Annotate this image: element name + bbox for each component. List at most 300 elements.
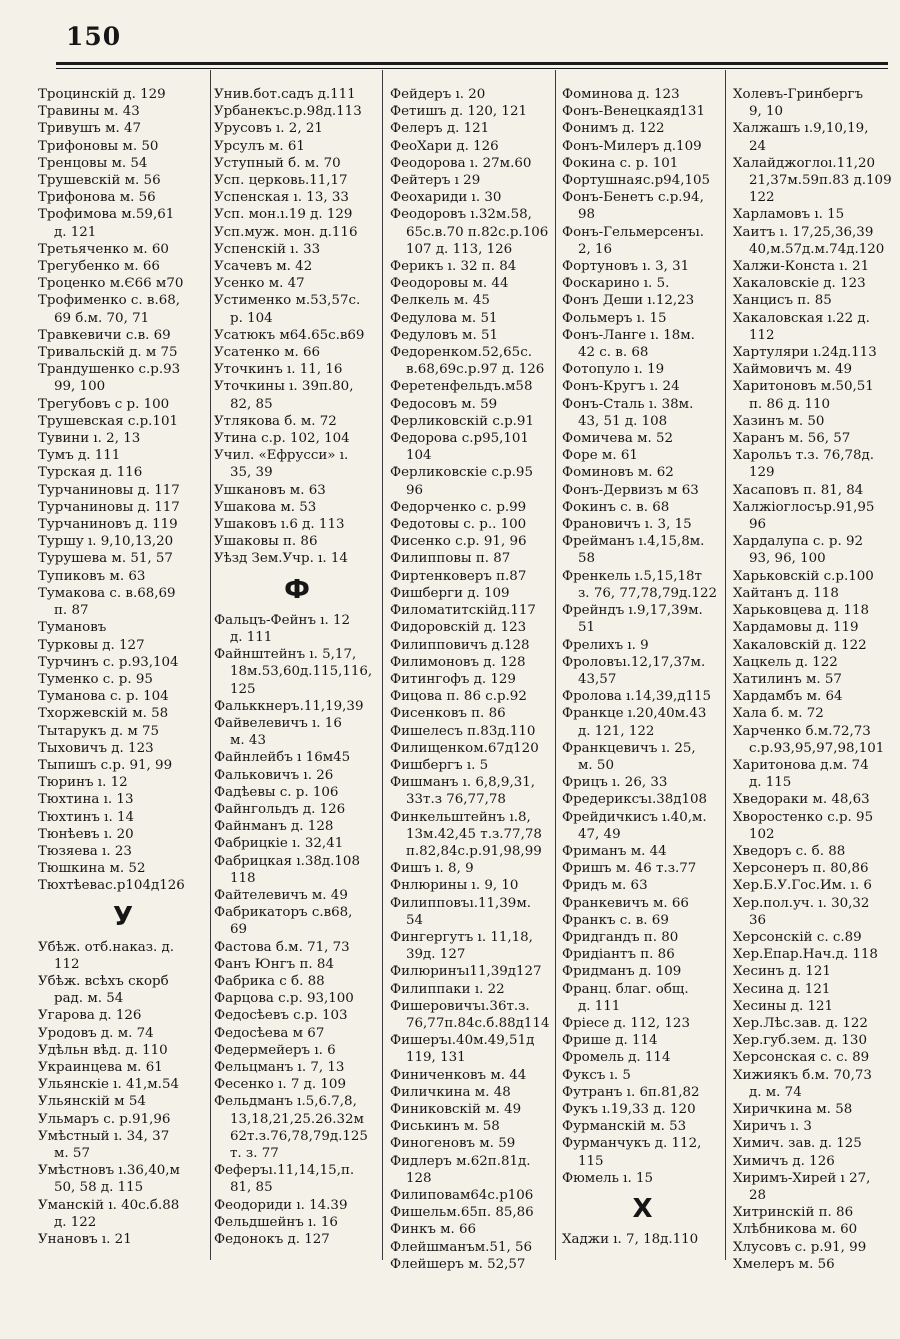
directory-entry: Форе м. 61	[562, 448, 638, 464]
entry-continuation: 76,77п.84с.б.88д114	[406, 1015, 550, 1031]
directory-entry: Филиповам64с.р106	[390, 1188, 534, 1203]
directory-entry: Трегубенко м. 66	[38, 259, 160, 275]
entry-continuation: д. 111	[230, 629, 273, 645]
directory-entry: Фишберги д. 109	[390, 585, 510, 601]
directory-entry: Фрелихъ ı. 9	[562, 637, 649, 653]
directory-entry: Федосѣева м 67	[214, 1025, 325, 1041]
directory-entry: Франовичъ ı. 3, 15	[562, 517, 692, 533]
directory-entry: Фонъ-Дервизъ м 63	[562, 482, 699, 498]
header-rule	[56, 62, 888, 65]
directory-entry: Фролова ı.14,39,д115	[562, 689, 712, 705]
directory-entry: Угарова д. 126	[38, 1008, 142, 1024]
directory-entry: Фоминовъ м. 62	[562, 465, 674, 481]
directory-entry: Ульмаръ с. р.91,96	[38, 1111, 171, 1127]
directory-entry: Федулова м. 51	[390, 310, 498, 326]
directory-entry: Херсонскій с. с.89	[733, 929, 862, 945]
directory-entry: Ферликовскій с.р.91	[390, 413, 534, 429]
directory-entry: Хасаповъ п. 81, 84	[733, 482, 864, 498]
entry-continuation: с.р.93,95,97,98,101	[749, 740, 885, 756]
directory-entry: Тумакова с. в.68,69	[38, 585, 176, 601]
directory-entry: Турчаниновы д. 117	[38, 482, 180, 498]
column-divider	[555, 70, 556, 1260]
directory-entry: Хакаловскій д. 122	[733, 637, 867, 653]
directory-entry: Тюзяева ı. 23	[38, 843, 132, 859]
directory-entry: Федонокъ д. 127	[214, 1232, 330, 1247]
entry-continuation: м. 43	[230, 733, 266, 749]
directory-entry: Хмелеръ м. 56	[733, 1256, 835, 1272]
entry-continuation: 81, 85	[230, 1180, 273, 1196]
directory-entry: Фришъ м. 46 т.з.77	[562, 861, 697, 877]
directory-entry: Хижиякъ б.м. 70,73	[733, 1067, 872, 1083]
directory-entry: Убѣж. отб.наказ. д.	[38, 939, 175, 955]
directory-entry: Тупиковъ м. 63	[38, 568, 146, 584]
directory-entry: Фабрикаторъ с.в68,	[214, 905, 353, 921]
entry-continuation: р. 104	[230, 310, 273, 326]
directory-entry: Тувини ı. 2, 13	[38, 431, 141, 447]
directory-entry: Фуксъ ı. 5	[562, 1067, 631, 1083]
directory-entry: Фонъ-Гельмерсенъı.	[562, 224, 705, 240]
directory-entry: Франкцевичъ ı. 25,	[562, 740, 696, 756]
directory-entry: Фишбергъ ı. 5	[390, 757, 489, 773]
directory-entry: Трегубовъ с р. 100	[38, 396, 170, 412]
directory-entry: Харченко б.м.72,73	[733, 723, 871, 739]
entry-continuation: 62т.з.76,78,79д.125	[230, 1128, 368, 1144]
directory-entry: Фукъ ı.19,33 д. 120	[562, 1101, 696, 1117]
entry-continuation: д. 121, 122	[578, 723, 655, 739]
entry-continuation: 24	[749, 138, 767, 154]
directory-entry: Тюхтина ı. 13	[38, 792, 134, 808]
directory-entry: Тюхтинъ ı. 14	[38, 809, 135, 825]
column-5	[733, 86, 893, 1273]
entry-continuation: 39д. 127	[406, 947, 466, 963]
entry-continuation: п.82,84с.р.91,98,99	[406, 843, 542, 859]
directory-entry: Харитоновъ м.50,51	[733, 379, 874, 395]
directory-entry: Филоматитскійд.117	[390, 603, 536, 619]
directory-entry: Фиськинъ м. 58	[390, 1119, 500, 1135]
directory-entry: Файнгольдъ д. 126	[214, 801, 346, 817]
directory-entry: Халжашъ ı.9,10,19,	[733, 121, 869, 137]
directory-entry: Хиричъ ı. 3	[733, 1119, 812, 1135]
directory-entry: Фоминова д. 123	[562, 87, 680, 102]
directory-entry: Феферъı.11,14,15,п.	[214, 1163, 355, 1179]
directory-entry: Удѣльн вѣд. д. 110	[38, 1042, 168, 1058]
directory-entry: Фріесе д. 112, 123	[562, 1015, 690, 1031]
entry-continuation: рад. м. 54	[54, 991, 124, 1007]
entry-continuation: 21,37м.59п.83 д.109	[749, 173, 892, 189]
entry-continuation: 43,57	[578, 671, 617, 687]
directory-entry: Финиковскій м. 49	[390, 1101, 522, 1117]
directory-entry: Филичкина м. 48	[390, 1084, 511, 1100]
directory-entry: Усп.муж. мон. д.116	[214, 224, 358, 240]
directory-entry: Фокинъ с. в. 68	[562, 499, 670, 515]
entry-continuation: 13м.42,45 т.з.77,78	[406, 826, 542, 842]
directory-entry: Тренцовы м. 54	[38, 155, 148, 171]
directory-entry: Филимоновъ д. 128	[390, 654, 526, 670]
directory-entry: Харанъ м. 56, 57	[733, 431, 851, 447]
directory-entry: Федоренком.52,65с.	[390, 345, 532, 361]
column-divider	[382, 70, 383, 1260]
entry-continuation: д. 121	[54, 224, 97, 240]
directory-entry: Усачевъ м. 42	[214, 259, 313, 275]
directory-entry: Флейшманъм.51, 56	[390, 1239, 533, 1255]
directory-entry: Фоскарино ı. 5.	[562, 276, 670, 292]
directory-entry: Хведораки м. 48,63	[733, 792, 870, 808]
directory-entry: Фесенко ı. 7 д. 109	[214, 1077, 346, 1093]
directory-entry: Хворостенко с.р. 95	[733, 809, 874, 825]
directory-entry: Фальцъ-Фейнъ ı. 12	[214, 612, 351, 628]
directory-entry: Филищенком.67д120	[390, 740, 539, 756]
directory-entry: Файнлейбъ ı 16м45	[214, 750, 351, 766]
entry-continuation: 9, 10	[749, 104, 784, 120]
directory-entry: Ферикъ ı. 32 п. 84	[390, 259, 517, 275]
directory-entry: Фнлюрины ı. 9, 10	[390, 878, 519, 894]
directory-entry: Трушевскій м. 56	[38, 173, 161, 189]
directory-entry: Фабрицкіе ı. 32,41	[214, 836, 344, 852]
directory-entry: Фиртенковеръ п.87	[390, 568, 527, 584]
directory-entry: Трушевская с.р.101	[38, 413, 178, 429]
directory-entry: Хардамовы д. 119	[733, 620, 859, 636]
directory-entry: Фонъ-Кругъ ı. 24	[562, 379, 680, 395]
directory-entry: Филипповъı.11,39м.	[390, 895, 531, 911]
entry-continuation: 102	[749, 826, 775, 842]
entry-continuation: 58	[578, 551, 596, 567]
entry-continuation: 35, 39	[230, 465, 273, 481]
directory-entry: Фанъ Юнгъ п. 84	[214, 956, 334, 972]
directory-entry: Фонъ-Бенетъ с.р.94,	[562, 190, 704, 206]
directory-entry: Химич. зав. д. 125	[733, 1136, 862, 1152]
directory-entry: Франц. благ. общ.	[562, 981, 689, 997]
directory-entry: Финогеновъ м. 59	[390, 1136, 516, 1152]
directory-entry: Федосовъ м. 59	[390, 396, 498, 412]
directory-entry: Фальковичъ ı. 26	[214, 767, 334, 783]
directory-entry: Феодориди ı. 14.39	[214, 1197, 348, 1213]
entry-continuation: 119, 131	[406, 1050, 466, 1066]
directory-entry: Фрише д. 114	[562, 1033, 658, 1049]
directory-entry: Хацкель д. 122	[733, 654, 838, 670]
directory-entry: Урсулъ м. 61	[214, 138, 305, 154]
directory-entry: Умѣстновъ ı.36,40,м	[38, 1163, 180, 1179]
column-1	[38, 86, 208, 1248]
directory-entry: Феодоровы м. 44	[390, 276, 509, 292]
directory-entry: Турчаниновъ д. 119	[38, 517, 178, 533]
directory-entry: Фелкель м. 45	[390, 293, 490, 309]
directory-entry: Файвелевичъ ı. 16	[214, 715, 342, 731]
directory-entry: Фрейдичкисъ ı.40,м.	[562, 809, 707, 825]
directory-entry: Убѣж. всѣхъ скорб	[38, 973, 169, 989]
directory-entry: Фитингофъ д. 129	[390, 671, 516, 687]
directory-entry: Херсонская с. с. 89	[733, 1050, 870, 1066]
directory-entry: Ушкановъ м. 63	[214, 482, 326, 498]
directory-entry: Успенскій ı. 33	[214, 241, 321, 257]
directory-entry: Фишеровичъı.36т.з.	[390, 998, 530, 1014]
directory-entry: Тумъ д. 111	[38, 448, 121, 464]
entry-continuation: 99, 100	[54, 379, 106, 395]
directory-entry: Холевъ-Гринбергъ	[733, 87, 863, 102]
entry-continuation: 2, 16	[578, 241, 613, 257]
directory-entry: Тыховичъ д. 123	[38, 740, 154, 756]
directory-entry: Фромель д. 114	[562, 1050, 671, 1066]
entry-continuation: 50, 58 д. 115	[54, 1180, 144, 1196]
directory-entry: Хер.губ.зем. д. 130	[733, 1033, 867, 1049]
directory-entry: Федорченко с. р.99	[390, 499, 527, 515]
directory-entry: Филипповы п. 87	[390, 551, 511, 567]
directory-entry: Травины м. 43	[38, 104, 140, 120]
directory-entry: Троценко м.Є66 м70	[38, 276, 184, 292]
entry-continuation: м. 50	[578, 757, 614, 773]
entry-continuation: 51	[578, 620, 596, 636]
directory-entry: Тхоржевскій м. 58	[38, 706, 169, 722]
directory-entry: Френкель ı.5,15,18т	[562, 568, 702, 584]
directory-entry: Федотовы с. р.. 100	[390, 517, 527, 533]
column-divider	[725, 70, 726, 1260]
entry-continuation: 82, 85	[230, 396, 273, 412]
directory-entry: Хала б. м. 72	[733, 706, 824, 722]
directory-entry: Хер.Епар.Нач.д. 118	[733, 947, 878, 963]
directory-entry: Фортушнаяс.р94,105	[562, 173, 711, 189]
directory-entry: Ферликовскіе с.р.95	[390, 465, 533, 481]
directory-entry: Фрейманъ ı.4,15,8м.	[562, 534, 705, 550]
entry-continuation: 115	[578, 1153, 604, 1169]
directory-entry: Уманскій ı. 40с.б.88	[38, 1197, 180, 1213]
entry-continuation: в.68,69с.р.97 д. 126	[406, 362, 545, 378]
directory-entry: Фисенковъ п. 86	[390, 706, 506, 722]
directory-entry: Феодоровъ ı.32м.58,	[390, 207, 532, 223]
directory-entry: Фокина с. р. 101	[562, 155, 679, 171]
directory-entry: Трифонова м. 56	[38, 190, 156, 206]
entry-continuation: 18м.53,60д.115,116,	[230, 664, 373, 680]
directory-entry: Утина с.р. 102, 104	[214, 431, 350, 447]
entry-continuation: 128	[406, 1170, 432, 1186]
directory-entry: Харольъ т.з. 76,78д.	[733, 448, 875, 464]
directory-entry: Фишъ ı. 8, 9	[390, 861, 474, 877]
directory-entry: Феохариди ı. 30	[390, 190, 502, 206]
column-divider	[210, 70, 211, 1260]
entry-continuation: 96	[406, 482, 424, 498]
directory-entry: Усатенко м. 66	[214, 345, 321, 361]
directory-entry: Фастова б.м. 71, 73	[214, 939, 350, 955]
directory-entry: Фурманскій м. 53	[562, 1119, 687, 1135]
directory-entry: Фольмеръ ı. 15	[562, 310, 667, 326]
entry-continuation: 13,18,21,25.26.32м	[230, 1111, 364, 1127]
directory-entry: Туманова с. р. 104	[38, 689, 169, 705]
directory-entry: Учил. «Ефрусси» ı.	[214, 448, 349, 464]
entry-continuation: 28	[749, 1188, 767, 1203]
directory-entry: Флейшеръ м. 52,57	[390, 1256, 526, 1272]
directory-entry: ФеоХари д. 126	[390, 138, 499, 154]
directory-entry: Хакаловская ı.22 д.	[733, 310, 870, 326]
directory-entry: Фотопуло ı. 19	[562, 362, 665, 378]
entry-continuation: 125	[230, 681, 256, 697]
directory-entry: Фингергутъ ı. 11,18,	[390, 929, 533, 945]
directory-entry: Хазинъ м. 50	[733, 413, 825, 429]
directory-entry: Фабрицкая ı.38д.108	[214, 853, 360, 869]
directory-entry: Фишелесъ п.83д.110	[390, 723, 536, 739]
directory-entry: Хардамбъ м. 64	[733, 689, 843, 705]
directory-entry: Халжіоглосър.91,95	[733, 499, 875, 515]
directory-entry: Фомичева м. 52	[562, 431, 674, 447]
directory-entry: Уточкины ı. 39п.80,	[214, 379, 354, 395]
directory-entry: Тумановъ	[38, 620, 107, 636]
directory-entry: Фарцова с.р. 93,100	[214, 991, 354, 1007]
directory-entry: Хайтанъ д. 118	[733, 585, 839, 601]
entry-continuation: 43, 51 д. 108	[578, 413, 668, 429]
directory-entry: Хесины д. 121	[733, 998, 834, 1014]
entry-continuation: 96	[749, 517, 767, 533]
entry-continuation: 98	[578, 207, 596, 223]
entry-continuation: д. м. 74	[749, 1084, 802, 1100]
directory-entry: Хиричкина м. 58	[733, 1101, 853, 1117]
entry-continuation: 69 б.м. 70, 71	[54, 310, 150, 326]
entry-continuation: 42 с. в. 68	[578, 345, 649, 361]
directory-entry: Тыпишъ с.р. 91, 99	[38, 757, 173, 773]
directory-entry: Хаджи ı. 7, 18д.110	[562, 1232, 699, 1247]
directory-entry: Фетишъ д. 120, 121	[390, 104, 527, 120]
directory-entry: Финкельштейнъ ı.8,	[390, 809, 531, 825]
directory-entry: Фейдеръ ı. 20	[390, 87, 486, 102]
directory-entry: Харьковцева д. 118	[733, 603, 869, 619]
entry-continuation: д. 115	[749, 775, 792, 791]
directory-entry: Фрицъ ı. 26, 33	[562, 775, 668, 791]
directory-entry: Унановъ ı. 21	[38, 1232, 132, 1247]
directory-entry: Урбанекъс.р.98д.113	[214, 104, 362, 120]
directory-entry: Тривальскій д. м 75	[38, 345, 178, 361]
directory-entry: Фриманъ м. 44	[562, 843, 667, 859]
directory-entry: Франкевичъ м. 66	[562, 895, 689, 911]
entry-continuation: т. з. 77	[230, 1145, 279, 1161]
directory-entry: Фишеръı.40м.49,51д	[390, 1033, 535, 1049]
directory-entry: Третьяченко м. 60	[38, 241, 169, 257]
directory-entry: Тюринъ ı. 12	[38, 775, 128, 791]
directory-entry: Уступный б. м. 70	[214, 155, 341, 171]
directory-entry: Трандушенко с.р.93	[38, 362, 181, 378]
directory-entry: Хитринскій п. 86	[733, 1205, 854, 1221]
directory-entry: Травкевичи с.в. 69	[38, 327, 171, 343]
directory-entry: Фонъ-Венецкаяд131	[562, 104, 705, 120]
directory-entry: Фальккнеръ.11,19,39	[214, 698, 364, 714]
directory-entry: Химичъ д. 126	[733, 1153, 835, 1169]
directory-entry: Хакаловскіе д. 123	[733, 276, 866, 292]
directory-entry: Фонъ-Милеръ д.109	[562, 138, 702, 154]
directory-entry: Трофименко с. в.68,	[38, 293, 181, 309]
directory-entry: Успенская ı. 13, 33	[214, 190, 349, 206]
directory-entry: Фидоровскій д. 123	[390, 620, 527, 636]
directory-entry: Тюшкина м. 52	[38, 861, 146, 877]
directory-entry: Феодорова ı. 27м.60	[390, 155, 532, 171]
entry-continuation: 104	[406, 448, 432, 464]
directory-entry: Фейтеръ ı 29	[390, 173, 481, 189]
directory-entry: Фридъ м. 63	[562, 878, 648, 894]
entry-continuation: 112	[749, 327, 775, 343]
directory-entry: Трофимова м.59,61	[38, 207, 175, 223]
directory-entry: Хесинъ д. 121	[733, 964, 831, 980]
directory-entry: Херсонеръ п. 80,86	[733, 861, 869, 877]
directory-entry: Халжи-Конста ı. 21	[733, 259, 870, 275]
entry-continuation: 122	[749, 190, 775, 206]
directory-entry: Фридгандъ п. 80	[562, 929, 679, 945]
directory-entry: Фабрика с б. 88	[214, 973, 325, 989]
directory-entry: Хаитъ ı. 17,25,36,39	[733, 224, 874, 240]
directory-entry: Финкъ м. 66	[390, 1222, 477, 1238]
directory-entry: Франкце ı.20,40м.43	[562, 706, 707, 722]
directory-entry: Хер.Б.У.Гос.Им. ı. 6	[733, 878, 872, 894]
entry-continuation: 112	[54, 956, 80, 972]
directory-entry: Усатюкъ м64.65с.в69	[214, 327, 365, 343]
directory-entry: Фридіантъ п. 86	[562, 947, 675, 963]
section-letter: Х	[632, 1194, 653, 1224]
directory-entry: Хлусовъ с. р.91, 99	[733, 1239, 867, 1255]
directory-entry: Утлякова б. м. 72	[214, 413, 337, 429]
directory-entry: Хатилинъ м. 57	[733, 671, 842, 687]
directory-entry: Хардалупа с. р. 92	[733, 534, 864, 550]
directory-entry: Усп. мон.ı.19 д. 129	[214, 207, 353, 223]
directory-entry: Фрейндъ ı.9,17,39м.	[562, 603, 703, 619]
entry-continuation: 69	[230, 922, 248, 938]
directory-entry: Харьковскій с.р.100	[733, 568, 874, 584]
directory-entry: Федермейеръ ı. 6	[214, 1042, 336, 1058]
entry-continuation: д. 111	[578, 998, 621, 1014]
entry-continuation: 118	[230, 870, 256, 886]
directory-entry: Файнштейнъ ı. 5,17,	[214, 647, 357, 663]
directory-entry: Ханцисъ п. 85	[733, 293, 832, 309]
directory-entry: Филипповичъ д.128	[390, 637, 530, 653]
directory-entry: Федосѣевъ с.р. 103	[214, 1008, 348, 1024]
directory-entry: Ульянскій м 54	[38, 1094, 146, 1110]
directory-entry: Филюринъı11,39д127	[390, 964, 542, 980]
directory-entry: Троцинскій д. 129	[38, 87, 166, 102]
directory-entry: Фюмель ı. 15	[562, 1170, 654, 1186]
directory-entry: Хер.пол.уч. ı. 30,32	[733, 895, 870, 911]
directory-entry: Фельдшейнъ ı. 16	[214, 1214, 338, 1230]
directory-entry: Хлѣбникова м. 60	[733, 1222, 858, 1238]
directory-entry: Хаймовичъ м. 49	[733, 362, 852, 378]
directory-entry: Тытарукъ д. м 75	[38, 723, 160, 739]
directory-entry: Харитонова д.м. 74	[733, 757, 869, 773]
directory-entry: Фурманчукъ д. 112,	[562, 1136, 702, 1152]
entry-continuation: 36	[749, 912, 767, 928]
directory-entry: Франкъ с. в. 69	[562, 912, 669, 928]
directory-entry: Хер.Лѣс.зав. д. 122	[733, 1015, 868, 1031]
directory-entry: Турушева м. 51, 57	[38, 551, 173, 567]
directory-entry: Унив.бот.садъ д.111	[214, 87, 356, 102]
entry-continuation: д. 122	[54, 1214, 97, 1230]
directory-entry: Фонъ Деши ı.12,23	[562, 293, 695, 309]
directory-entry: Урусовъ ı. 2, 21	[214, 121, 323, 137]
directory-entry: Тюнѣевъ ı. 20	[38, 826, 134, 842]
entry-continuation: 65с.в.70 п.82с.р.106	[406, 224, 549, 240]
directory-entry: Хведоръ с. б. 88	[733, 843, 846, 859]
directory-entry: Фонъ-Сталь ı. 38м.	[562, 396, 694, 412]
directory-entry: Фельцманъ ı. 7, 13	[214, 1059, 345, 1075]
directory-entry: Харламовъ ı. 15	[733, 207, 845, 223]
directory-entry: Турковы д. 127	[38, 637, 145, 653]
directory-entry: Фридманъ д. 109	[562, 964, 682, 980]
directory-entry: Ульянскіе ı. 41,м.54	[38, 1077, 179, 1093]
directory-entry: Фортуновъ ı. 3, 31	[562, 259, 690, 275]
directory-entry: Хиримъ-Хирей ı 27,	[733, 1170, 871, 1186]
directory-entry: Туршу ı. 9,10,13,20	[38, 534, 174, 550]
directory-entry: Фисенко с.р. 91, 96	[390, 534, 527, 550]
directory-entry: Уѣзд Зем.Учр. ı. 14	[214, 551, 348, 567]
entry-continuation: 40,м.57д.м.74д.120	[749, 241, 885, 257]
directory-entry: Халайджоглоı.11,20	[733, 155, 876, 171]
directory-entry: Файтелевичъ м. 49	[214, 887, 348, 903]
directory-entry: Файнманъ д. 128	[214, 819, 334, 835]
entry-continuation: м. 57	[54, 1145, 90, 1161]
entry-continuation: з. 76, 77,78,79д.122	[578, 585, 718, 601]
directory-entry: Федорова с.р95,101	[390, 431, 529, 447]
directory-entry: Фидлеръ м.62п.81д.	[390, 1153, 531, 1169]
directory-entry: Феретенфельдъ.м58	[390, 379, 533, 395]
